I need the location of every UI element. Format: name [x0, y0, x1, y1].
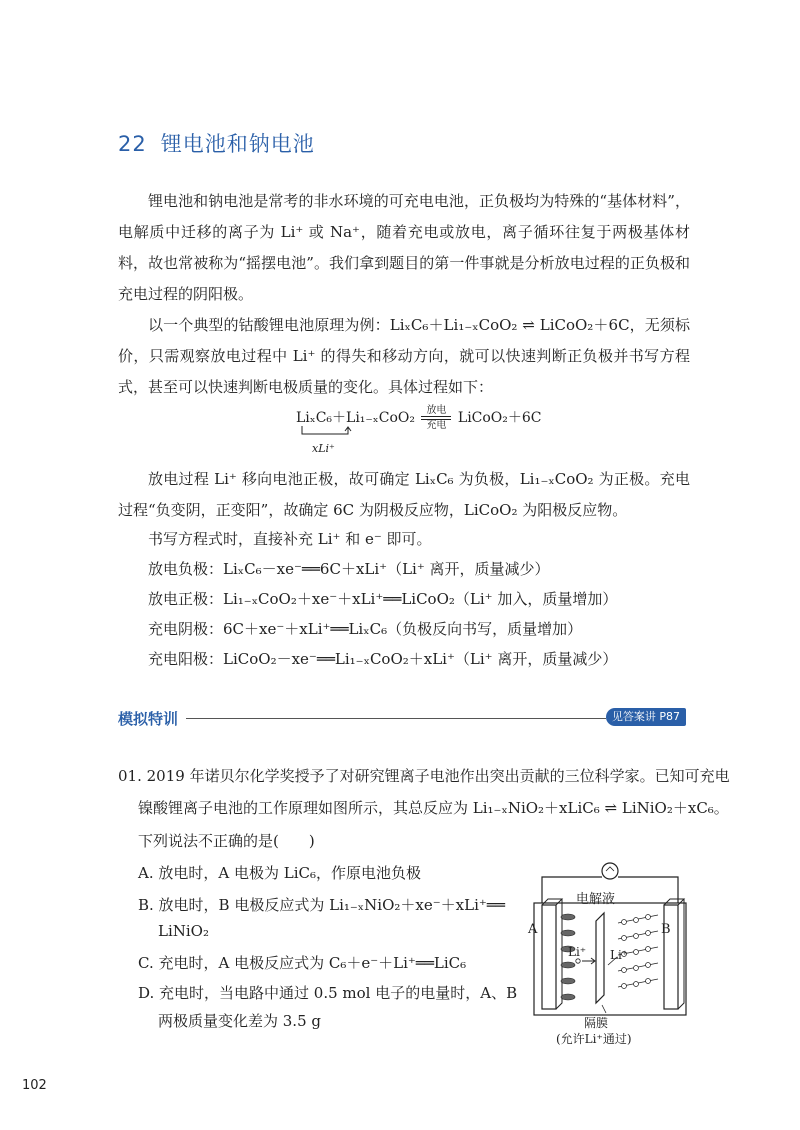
electrode-eq-discharge-negative: 放电负极：LiₓC₆－xe⁻══6C＋xLi⁺（Li⁺ 离开，质量减少） — [148, 560, 550, 578]
option-b-cont: LiNiO₂ — [158, 922, 209, 940]
electrode-eq-discharge-positive: 放电正极：Li₁₋ₓCoO₂＋xe⁻＋xLi⁺══LiCoO₂（Li⁺ 加入，质量增加） — [148, 590, 618, 608]
option-a: A. 放电时，A 电极为 LiC₆，作原电池负极 — [138, 864, 421, 882]
figure-ion-label: Li⁺ — [568, 945, 587, 959]
equation-right: LiCoO₂＋6C — [457, 410, 542, 426]
electrode-a-icon — [542, 905, 556, 1009]
arrow-top-label: 放电 — [426, 405, 447, 416]
figure-label-a: A — [528, 922, 538, 937]
option-d-cont: 两极质量变化差为 3.5 g — [158, 1012, 321, 1030]
figure-electrolyte-label: 电解液 — [576, 892, 616, 907]
option-b: B. 放电时，B 电极反应式为 Li₁₋ₓNiO₂＋xe⁻＋xLi⁺══ — [138, 896, 505, 914]
equation-left: LiₓC₆＋Li₁₋ₓCoO₂ — [296, 410, 415, 426]
electrode-b-icon — [664, 905, 678, 1009]
option-d: D. 充电时，当电路中通过 0.5 mol 电子的电量时，A、B — [138, 984, 518, 1002]
transfer-bracket-icon — [296, 426, 366, 442]
section-number: 22 — [118, 132, 147, 156]
battery-diagram — [520, 855, 700, 1020]
explain-note: 书写方程式时，直接补充 Li⁺ 和 e⁻ 即可。 — [148, 530, 432, 548]
arrow-bottom-label: 充电 — [426, 420, 447, 431]
page-number: 102 — [22, 1078, 47, 1093]
figure-membrane-note: (允许Li⁺通过) — [556, 1032, 632, 1046]
figure-ion-label-2: Li⁺ — [610, 948, 629, 962]
figure-membrane-label: 隔膜 — [584, 1016, 609, 1030]
electrode-eq-charge-cathode: 充电阴极：6C＋xe⁻＋xLi⁺══LiₓC₆（负极反向书写，质量增加） — [148, 620, 583, 638]
practice-divider — [186, 718, 606, 719]
question-stem-line-1: 01. 2019 年诺贝尔化学奖授予了对研究锂离子电池作出突出贡献的三位科学家。已知可充电 — [118, 767, 730, 785]
equilibrium-arrow — [421, 405, 451, 431]
electrode-eq-charge-anode: 充电阳极：LiCoO₂－xe⁻══Li₁₋ₓCoO₂＋xLi⁺（Li⁺ 离开，质量减少） — [148, 650, 618, 668]
practice-heading: 模拟特训 — [118, 710, 179, 728]
option-c: C. 充电时，A 电极反应式为 C₆＋e⁻＋Li⁺══LiC₆ — [138, 954, 467, 972]
section-title — [118, 128, 315, 158]
question-stem-line-2: 镍酸锂离子电池的工作原理如图所示，其总反应为 Li₁₋ₓNiO₂＋xLiC₆ ⇌ LiNiO₂＋xC₆。 — [138, 799, 729, 817]
bulb-icon — [602, 863, 618, 879]
transfer-label: xLi⁺ — [312, 442, 335, 455]
question-stem-line-3: 下列说法不正确的是( ) — [138, 832, 315, 850]
intro-paragraph-1: 锂电池和钠电池是常考的非水环境的可充电电池，正负极均为特殊的“基体材料”，电解质中迁移的离子为 Li⁺ 或 Na⁺，随着充电或放电，离子循环往复于两极基体材料，故也常被称为“摇摆电池”。我们拿到题目的第一件事就是分析放电过程的正负极和充电过程的阴阳极。 — [118, 192, 690, 303]
membrane-icon — [596, 913, 604, 1003]
intro-paragraph-2: 以一个典型的钴酸锂电池原理为例：LiₓC₆＋Li₁₋ₓCoO₂ ⇌ LiCoO₂＋6C，无须标价，只需观察放电过程中 Li⁺ 的得失和移动方向，就可以快速判断正负极并书写方程式，甚至可以快速判断电极质量的变化。具体过程如下： — [118, 316, 690, 396]
explain-paragraph: 放电过程 Li⁺ 移向电池正极，故可确定 LiₓC₆ 为负极，Li₁₋ₓCoO₂ 为正极。充电过程“负变阴，正变阳”，故确定 6C 为阴极反应物，LiCoO₂ 为阳极反应物。 — [118, 470, 690, 519]
figure-label-b: B — [661, 922, 671, 937]
section-title-text: 锂电池和钠电池 — [160, 132, 315, 156]
answer-reference-tag: 见答案讲 P87 — [606, 708, 686, 726]
